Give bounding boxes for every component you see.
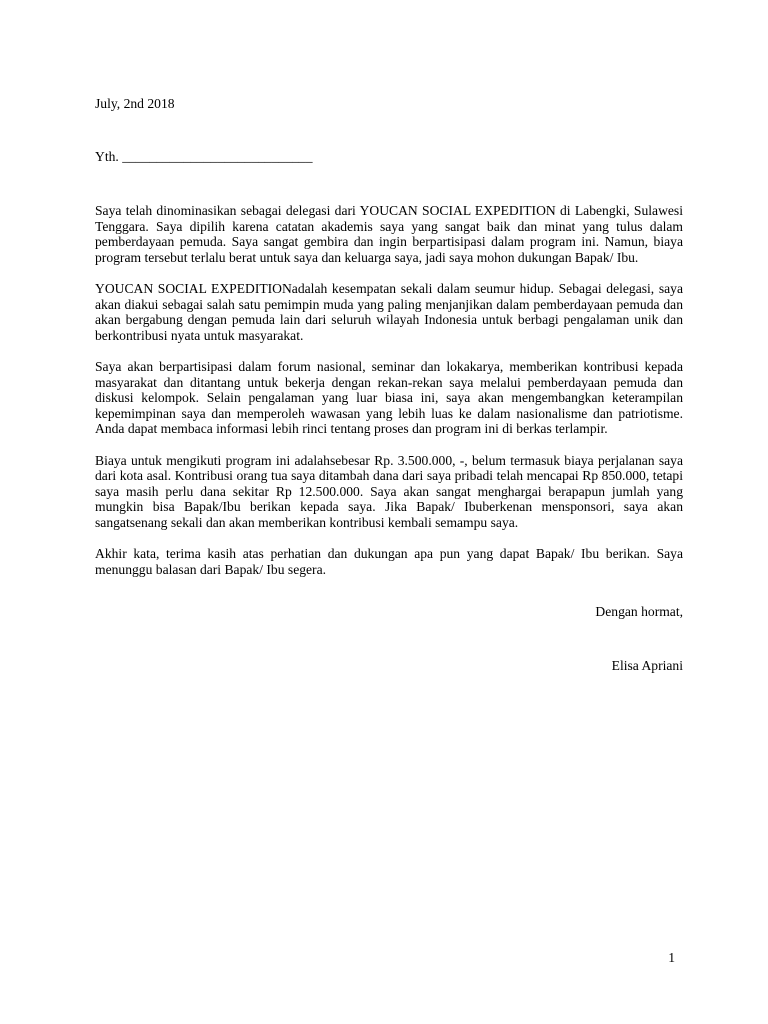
letter-body	[95, 203, 683, 593]
letter-recipient: Yth. ____________________________	[95, 149, 313, 164]
letter-signature: Elisa Apriani	[611, 658, 683, 673]
letter-closing: Dengan hormat,	[595, 604, 683, 619]
paragraph: YOUCAN SOCIAL EXPEDITIONadalah kesempatan sekali dalam seumur hidup. Sebagai delegasi, saya akan diakui sebagai salah satu pemimpin muda yang paling menjanjikan dalam pemberdayaan pemuda dan akan bergabung dengan pemuda lain dari seluruh wilayah Indonesia untuk berbagi pengalaman unik dan berkontribusi nyata untuk masyarakat.	[95, 280, 683, 343]
letter-date: July, 2nd 2018	[95, 96, 175, 111]
paragraph: Saya telah dinominasikan sebagai delegasi dari YOUCAN SOCIAL EXPEDITION di Labengki, Sulawesi Tenggara. Saya dipilih karena catatan akademis saya yang sangat baik dan minat yang tulus dalam pemberdayaan pemuda. Saya sangat gembira dan ingin berpartisipasi dalam program ini. Namun, biaya program tersebut terlalu berat untuk saya dan keluarga saya, jadi saya mohon dukungan Bapak/ Ibu.	[95, 203, 683, 265]
paragraph: Akhir kata, terima kasih atas perhatian dan dukungan apa pun yang dapat Bapak/ Ibu berikan. Saya menunggu balasan dari Bapak/ Ibu segera.	[95, 546, 683, 577]
paragraph: Saya akan berpartisipasi dalam forum nasional, seminar dan lokakarya, memberikan kontribusi kepada masyarakat dan ditantang untuk bekerja dengan rekan-rekan saya melalui pemberdayaan pemuda dan diskusi kelompok. Selain pengalaman yang luar biasa ini, saya akan mengembangkan keterampilan kepemimpinan saya dan memperoleh wawasan yang lebih luas ke dalam nasionalisme dan patriotisme. Anda dapat membaca informasi lebih rinci tentang proses dan program ini di berkas terlampir.	[95, 358, 683, 437]
page-number: 1	[668, 950, 675, 965]
paragraph: Biaya untuk mengikuti program ini adalahsebesar Rp. 3.500.000, -, belum termasuk biaya perjalanan saya dari kota asal. Kontribusi orang tua saya ditambah dana dari saya pribadi telah mencapai Rp 850.000, tetapi saya masih perlu dana sekitar Rp 12.500.000. Saya akan sangat menghargai berapapun jumlah yang mungkin bisa Bapak/Ibu berikan kepada saya. Jika Bapak/ Ibuberkenan mensponsori, saya akan sangatsenang sekali dan akan memberikan kontribusi kembali semampu saya.	[95, 452, 683, 530]
